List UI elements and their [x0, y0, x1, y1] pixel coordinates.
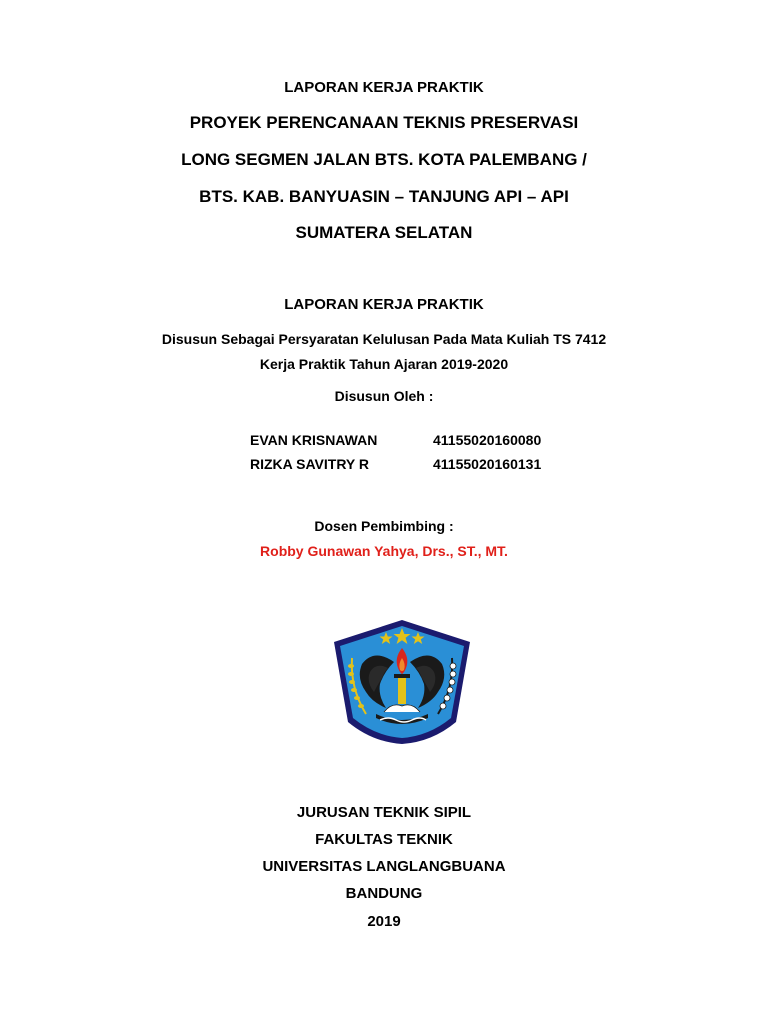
year-text: 2019 [367, 913, 401, 930]
report-type-heading: LAPORAN KERJA PRAKTIK [284, 79, 484, 96]
supervisor-label: Dosen Pembimbing : [314, 518, 454, 534]
author-name: RIZKA SAVITRY R [250, 456, 370, 472]
report-type-subheading: LAPORAN KERJA PRAKTIK [284, 296, 484, 313]
university-emblem-icon [332, 618, 472, 746]
author-nim: 41155020160080 [433, 432, 542, 448]
city-name: BANDUNG [345, 885, 423, 902]
project-title-line-3: BTS. KAB. BANYUASIN – TANJUNG API – API [199, 187, 569, 206]
requirement-text: Disusun Sebagai Persyaratan Kelulusan Pada Mata Kuliah TS 7412 [161, 331, 607, 347]
author-nim: 41155020160131 [433, 456, 542, 472]
department-name: JURUSAN TEKNIK SIPIL [296, 804, 472, 821]
project-title-line-4: SUMATERA SELATAN [295, 223, 473, 242]
faculty-name: FAKULTAS TEKNIK [315, 831, 453, 848]
author-name: EVAN KRISNAWAN [250, 432, 378, 448]
academic-year-text: Kerja Praktik Tahun Ajaran 2019-2020 [259, 356, 509, 372]
university-name: UNIVERSITAS LANGLANGBUANA [262, 858, 506, 875]
project-title-line-1: PROYEK PERENCANAAN TEKNIS PRESERVASI [189, 113, 579, 132]
compiled-by-label: Disusun Oleh : [334, 388, 434, 404]
project-title-line-2: LONG SEGMEN JALAN BTS. KOTA PALEMBANG / [181, 150, 587, 169]
supervisor-name: Robby Gunawan Yahya, Drs., ST., MT. [260, 543, 508, 559]
